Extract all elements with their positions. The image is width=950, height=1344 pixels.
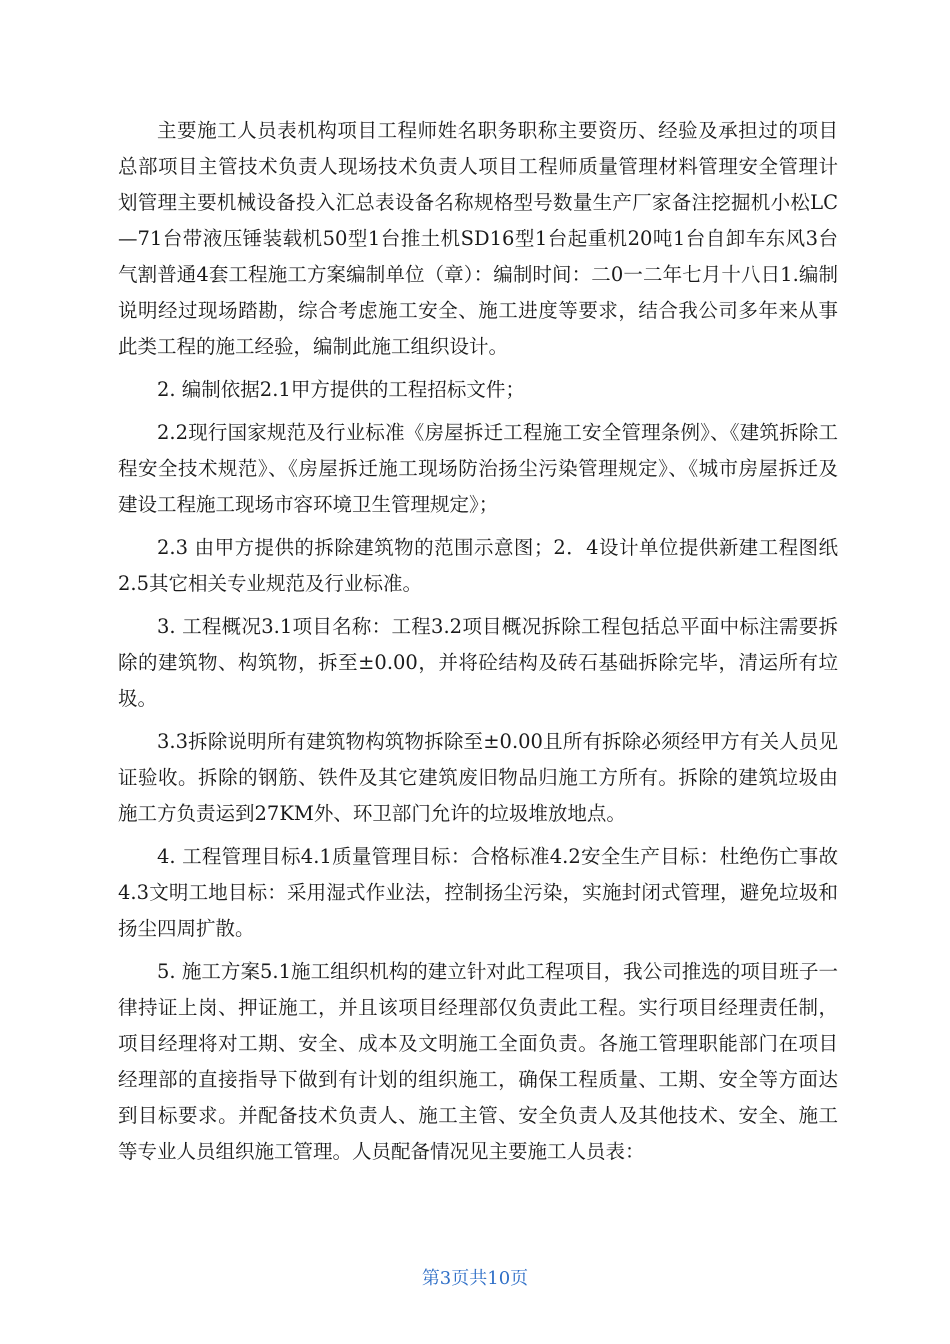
- paragraph: 2.3 由甲方提供的拆除建筑物的范围示意图；2．4设计单位提供新建工程图纸2.5其它相关专业规范及行业标准。: [118, 536, 838, 595]
- paragraph: 2. 编制依据2.1甲方提供的工程招标文件；: [157, 378, 525, 401]
- document-body: [118, 113, 838, 1177]
- paragraph: 3.3拆除说明所有建筑物构筑物拆除至±0.00且所有拆除必须经甲方有关人员见证验收。拆除的钢筋、铁件及其它建筑废旧物品归施工方所有。拆除的建筑垃圾由施工方负责运到27KM外、环卫部门允许的垃圾堆放地点。: [118, 730, 838, 825]
- paragraph: 主要施工人员表机构项目工程师姓名职务职称主要资历、经验及承担过的项目总部项目主管技术负责人现场技术负责人项目工程师质量管理材料管理安全管理计划管理主要机械设备投入汇总表设备名称规格型号数量生产厂家备注挖掘机小松LC—71台带液压锤装载机50型1台推土机SD16型1台起重机20吨1台自卸车东风3台气割普通4套工程施工方案编制单位（章）：编制时间：二0一二年七月十八日1.编制说明经过现场踏勘，综合考虑施工安全、施工进度等要求，结合我公司多年来从事此类工程的施工经验，编制此施工组织设计。: [118, 119, 838, 358]
- paragraph: 3. 工程概况3.1项目名称：工程3.2项目概况拆除工程包括总平面中标注需要拆除的建筑物、构筑物，拆至±0.00，并将砼结构及砖石基础拆除完毕，清运所有垃圾。: [118, 615, 838, 710]
- page-number-footer: 第3页共10页: [421, 1268, 529, 1289]
- paragraph: 4. 工程管理目标4.1质量管理目标：合格标准4.2安全生产目标：杜绝伤亡事故4.3文明工地目标：采用湿式作业法，控制扬尘污染，实施封闭式管理，避免垃圾和扬尘四周扩散。: [118, 845, 838, 940]
- paragraph: 5. 施工方案5.1施工组织机构的建立针对此工程项目，我公司推选的项目班子一律持证上岗、押证施工，并且该项目经理部仅负责此工程。实行项目经理责任制，项目经理将对工期、安全、成本及文明施工全面负责。各施工管理职能部门在项目经理部的直接指导下做到有计划的组织施工，确保工程质量、工期、安全等方面达到目标要求。并配备技术负责人、施工主管、安全负责人及其他技术、安全、施工等专业人员组织施工管理。人员配备情况见主要施工人员表：: [118, 960, 838, 1163]
- paragraph: 2.2现行国家规范及行业标准《房屋拆迁工程施工安全管理条例》、《建筑拆除工程安全技术规范》、《房屋拆迁施工现场防治扬尘污染管理规定》、《城市房屋拆迁及建设工程施工现场市容环境卫生管理规定》；: [118, 421, 838, 516]
